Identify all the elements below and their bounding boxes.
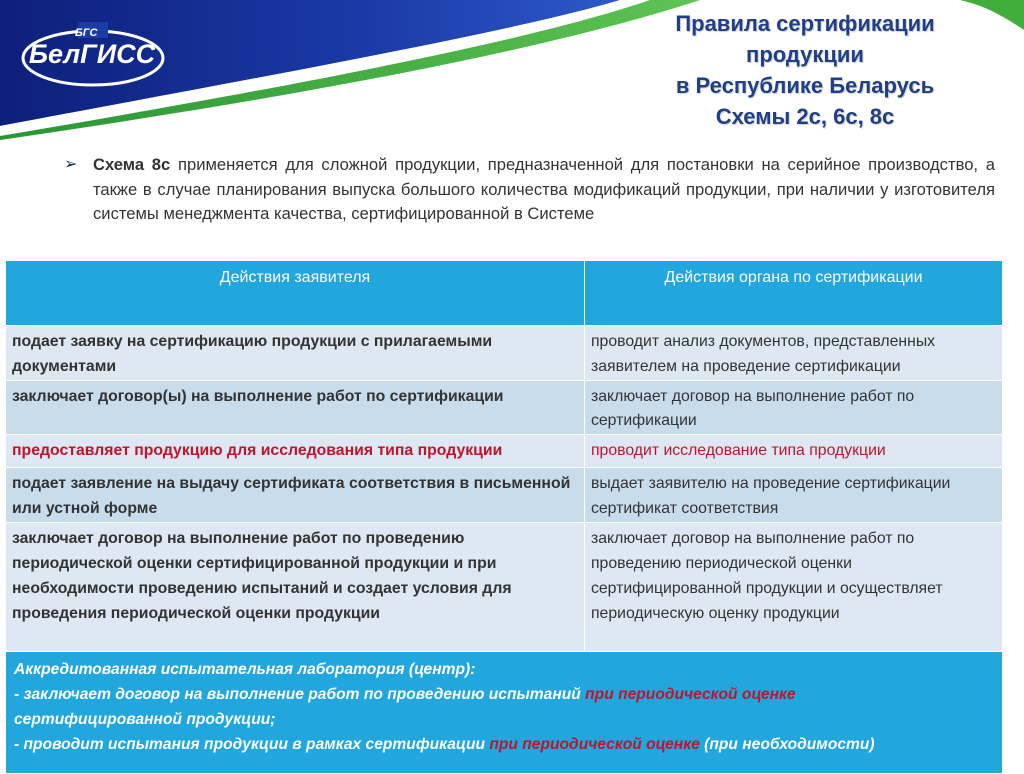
bullet-lead: Схема 8с bbox=[93, 155, 171, 174]
laboratory-note-title: Аккредитованная испытательная лаборатория (центр): bbox=[14, 661, 476, 679]
laboratory-note-line: - проводит испытания продукции в рамках сертификации при периодической оценке (при необходимости) bbox=[14, 736, 875, 754]
logo-mark-text: БГС bbox=[75, 27, 98, 39]
body-action: проводит анализ документов, представленных заявителем на проведение сертификации bbox=[585, 326, 1003, 381]
body-action: заключает договор на выполнение работ по проведению периодической оценки сертифицированной продукции и осуществляет периодическую оценку продукции bbox=[585, 523, 1003, 652]
bullet-text bbox=[93, 153, 995, 227]
laboratory-note bbox=[6, 652, 1003, 774]
title-line: Правила сертификации bbox=[675, 11, 935, 36]
bullet-body: применяется для сложной продукции, предназначенной для постановки на серийное производство, а также в случае планирования выпуска большого количества модификаций продукции, при наличии у изготовителя системы менеджмента качества, сертифицированной в Системе bbox=[93, 155, 995, 223]
logo-text: БелГИСС bbox=[28, 38, 156, 69]
bullet-arrow-icon: ➢ bbox=[64, 156, 78, 173]
applicant-action: предоставляет продукцию для исследования типа продукции bbox=[6, 435, 585, 468]
bullet-paragraph bbox=[60, 153, 995, 227]
page-title bbox=[610, 8, 1000, 132]
table-row bbox=[6, 523, 1003, 652]
table-row bbox=[6, 435, 1003, 468]
body-action: заключает договор на выполнение работ по сертификации bbox=[585, 380, 1003, 435]
column-header-applicant: Действия заявителя bbox=[6, 261, 585, 326]
laboratory-note-line: - заключает договор на выполнение работ по проведению испытаний при периодической оценке bbox=[14, 686, 796, 704]
table-row bbox=[6, 468, 1003, 523]
column-header-certification-body: Действия органа по сертификации bbox=[585, 261, 1003, 326]
table-row bbox=[6, 380, 1003, 435]
table-header-row bbox=[6, 261, 1003, 326]
body-action: проводит исследование типа продукции bbox=[585, 435, 1003, 468]
body-action: выдает заявителю на проведение сертификации сертификат соответствия bbox=[585, 468, 1003, 523]
title-line: Схемы 2с, 6с, 8с bbox=[715, 104, 895, 129]
applicant-action: заключает договор(ы) на выполнение работ по сертификации bbox=[6, 380, 585, 435]
applicant-action: подает заявку на сертификацию продукции с прилагаемыми документами bbox=[6, 326, 585, 381]
actions-table bbox=[5, 260, 1003, 774]
title-line: в Республике Беларусь bbox=[675, 73, 935, 98]
table-footer-row bbox=[6, 652, 1003, 774]
applicant-action: заключает договор на выполнение работ по проведению периодической оценки сертифицированной продукции и при необходимости проведению испытаний и создает условия для проведения периодической оценки продукции bbox=[6, 523, 585, 652]
applicant-action: подает заявление на выдачу сертификата соответствия в письменной или устной форме bbox=[6, 468, 585, 523]
table-row bbox=[6, 326, 1003, 381]
title-line: продукции bbox=[746, 42, 864, 67]
laboratory-note-line: сертифицированной продукции; bbox=[14, 711, 276, 729]
